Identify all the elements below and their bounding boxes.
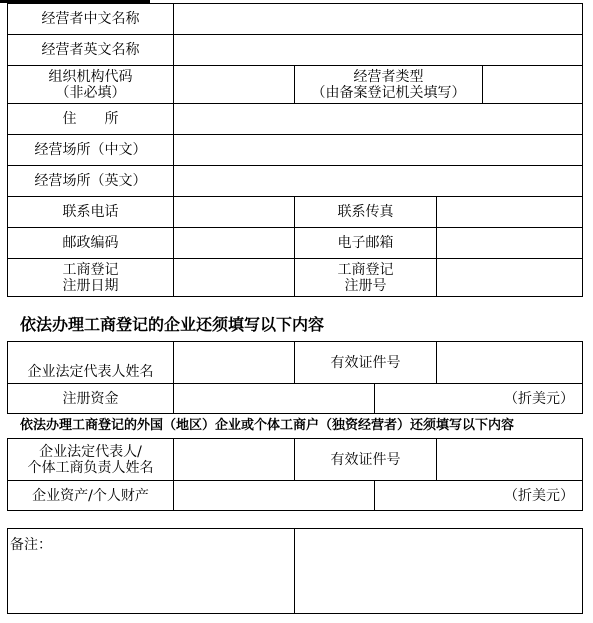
label-assets: 企业资产/个人财产 (8, 481, 174, 511)
remarks-field[interactable] (8, 529, 295, 614)
field-name-en[interactable] (174, 35, 583, 66)
label-reg-date-line1: 工商登记 (62, 261, 119, 278)
label-place-en: 经营场所（英文） (8, 166, 174, 197)
label-phone: 联系电话 (8, 197, 174, 228)
field-assets[interactable] (174, 481, 375, 511)
label-id-no-2: 有效证件号 (295, 439, 437, 481)
label-capital: 注册资金 (8, 384, 174, 414)
field-org-code[interactable] (174, 66, 295, 104)
label-id-no: 有效证件号 (295, 342, 437, 384)
label-address: 住 所 (8, 104, 174, 135)
label-reg-no-line1: 工商登记 (337, 261, 394, 278)
operator-info-table (7, 3, 583, 297)
field-reg-no[interactable] (437, 259, 583, 297)
field-fax[interactable] (437, 197, 583, 228)
remarks-label: 备注： (10, 537, 52, 553)
section-c-heading: 依法办理工商登记的外国（地区）企业或个体工商户（独资经营者）还须填写以下内容 (20, 418, 515, 433)
field-postcode[interactable] (174, 228, 295, 259)
label-name-en: 经营者英文名称 (8, 35, 174, 66)
field-reg-date[interactable] (174, 259, 295, 297)
section-b-heading: 依法办理工商登记的企业还须填写以下内容 (20, 315, 325, 334)
field-legal-rep[interactable] (174, 342, 295, 384)
field-address[interactable] (174, 104, 583, 135)
label-org-code (8, 66, 174, 104)
label-place-cn: 经营场所（中文） (8, 135, 174, 166)
field-phone[interactable] (174, 197, 295, 228)
field-email[interactable] (437, 228, 583, 259)
label-email: 电子邮箱 (295, 228, 437, 259)
field-place-cn[interactable] (174, 135, 583, 166)
field-place-en[interactable] (174, 166, 583, 197)
label-org-code-line2: （非必填） (55, 84, 126, 101)
field-capital[interactable] (174, 384, 375, 414)
foreign-enterprise-table (7, 438, 583, 511)
field-id-no[interactable] (437, 342, 583, 384)
label-reg-date-line2: 注册日期 (62, 277, 119, 294)
label-reg-no (295, 259, 437, 297)
label-reg-no-line2: 注册号 (344, 277, 387, 294)
field-id-no-2[interactable] (437, 439, 583, 481)
field-legal-rep-individual[interactable] (174, 439, 295, 481)
remarks-table (7, 528, 583, 614)
label-legal-rep-individual (8, 439, 174, 481)
label-operator-type-line2: （由备案登记机关填写） (311, 84, 466, 101)
field-operator-type[interactable] (483, 66, 583, 104)
field-name-cn[interactable] (174, 4, 583, 35)
label-org-code-line1: 组织机构代码 (48, 68, 133, 85)
label-legal-rep: 企业法定代表人姓名 (8, 342, 174, 384)
label-name-cn: 经营者中文名称 (8, 4, 174, 35)
label-operator-type (295, 66, 483, 104)
label-fax: 联系传真 (295, 197, 437, 228)
capital-unit: （折美元） (375, 384, 583, 414)
label-postcode: 邮政编码 (8, 228, 174, 259)
label-reg-date (8, 259, 174, 297)
label-operator-type-line1: 经营者类型 (353, 68, 424, 85)
label-legal-rep-individual-line2: 个体工商负责人姓名 (27, 459, 154, 476)
enterprise-table (7, 341, 583, 414)
remarks-field-right[interactable] (295, 529, 583, 614)
label-legal-rep-individual-line1: 企业法定代表人/ (39, 443, 142, 460)
assets-unit: （折美元） (375, 481, 583, 511)
